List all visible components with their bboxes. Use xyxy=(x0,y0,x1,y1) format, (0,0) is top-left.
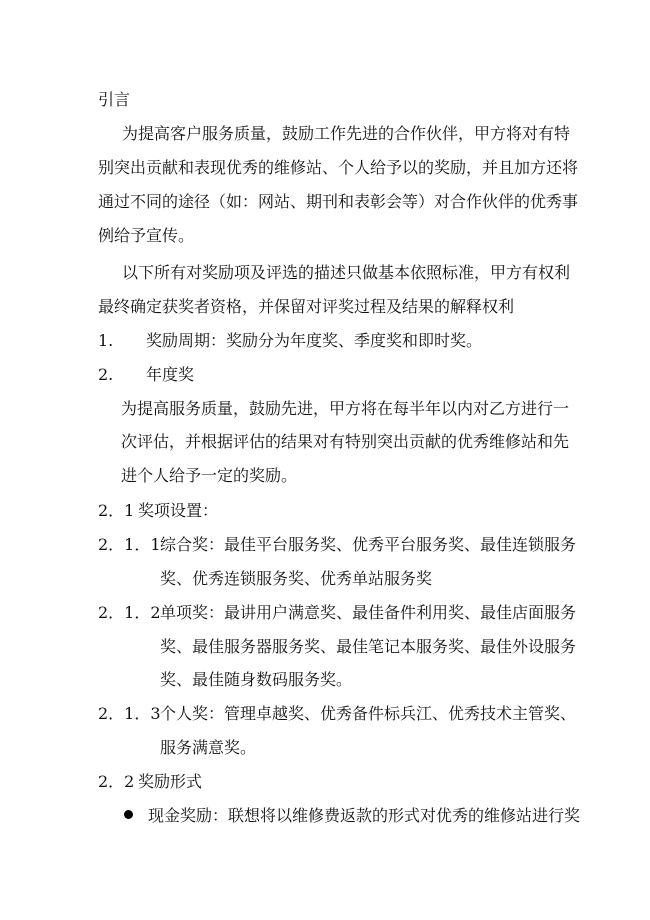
intro-para2-line1: 以下所有对奖励项及评选的描述只做基本依照标准，甲方有权利 xyxy=(122,263,571,282)
item213-number: 2．1．3 xyxy=(98,704,161,723)
sub22-number: 2．2 xyxy=(98,772,135,791)
intro-para1-line4: 例给予宣传。 xyxy=(98,226,195,245)
item213-line2: 服务满意奖。 xyxy=(160,738,257,757)
section2-para-line2: 次评估，并根据评估的结果对有特别突出贡献的优秀维修站和先 xyxy=(121,432,570,451)
item211-line1: 综合奖：最佳平台服务奖、优秀平台服务奖、最佳连锁服务 xyxy=(160,535,577,554)
item213-line1: 个人奖：管理卓越奖、优秀备件标兵江、优秀技术主管奖、 xyxy=(160,704,577,723)
item212-number: 2．1．2 xyxy=(98,603,161,622)
intro-heading: 引言 xyxy=(98,90,131,109)
intro-para2-line2: 最终确定获奖者资格，并保留对评奖过程及结果的解释权利 xyxy=(98,297,515,316)
sub21-title: 奖项设置： xyxy=(138,501,219,520)
item211-line2: 奖、优秀连锁服务奖、优秀单站服务奖 xyxy=(160,569,433,588)
intro-para1-line3: 通过不同的途径（如：网站、期刊和表彰会等）对合作伙伴的优秀事 xyxy=(98,192,579,211)
intro-para1-line2: 别突出贡献和表现优秀的维修站、个人给予以的奖励，并且加方还将 xyxy=(98,158,579,177)
section2-para-line1: 为提高服务质量，鼓励先进，甲方将在每半年以内对乙方进行一 xyxy=(121,399,570,418)
bullet1-label: 现金奖励 xyxy=(148,806,213,825)
item212-line3: 奖、最佳随身数码服务奖。 xyxy=(160,670,353,689)
item211-number: 2．1．1 xyxy=(98,535,161,554)
section2-number: 2. xyxy=(98,365,114,384)
section1-text: 奖励周期：奖励分为年度奖、季度奖和即时奖。 xyxy=(146,331,483,350)
item212-line2: 奖、最佳服务器服务奖、最佳笔记本服务奖、最佳外设服务 xyxy=(160,637,577,656)
bullet1-text: ：联想将以维修费返款的形式对优秀的维修站进行奖 xyxy=(212,806,581,825)
bullet-dot-icon xyxy=(124,810,133,819)
section2-title: 年度奖 xyxy=(146,365,195,384)
item212-line1: 单项奖：最讲用户满意奖、最佳备件利用奖、最佳店面服务 xyxy=(160,603,577,622)
sub22-title: 奖励形式 xyxy=(138,772,203,791)
sub21-number: 2．1 xyxy=(98,501,135,520)
section2-para-line3: 进个人给予一定的奖励。 xyxy=(121,466,298,485)
section1-number: 1. xyxy=(98,331,114,350)
intro-para1-line1: 为提高客户服务质量，鼓励工作先进的合作伙伴，甲方将对有特 xyxy=(122,124,571,143)
